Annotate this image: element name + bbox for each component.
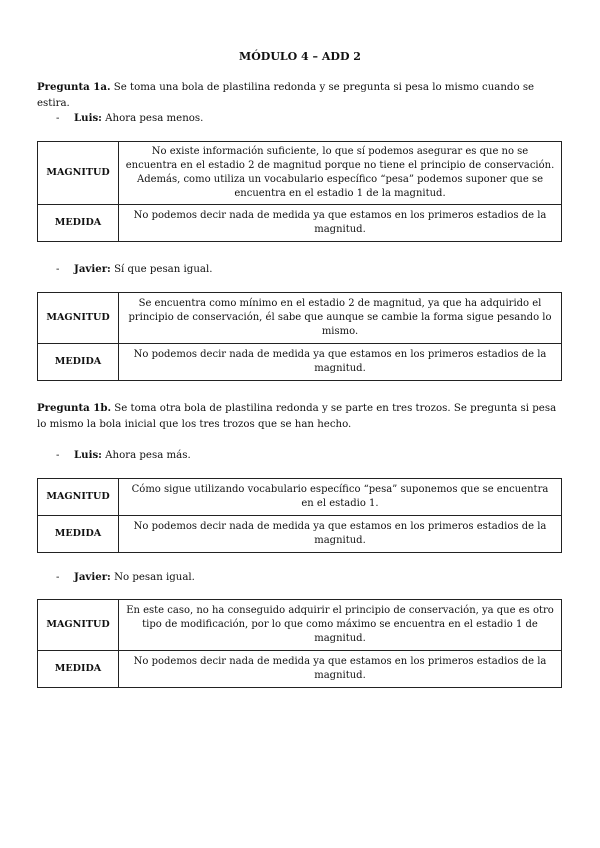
medida-label: MEDIDA	[38, 651, 119, 688]
magnitud-label: MAGNITUD	[38, 600, 119, 651]
table-row	[38, 205, 562, 242]
question-1a	[37, 80, 567, 111]
speaker-quote: No pesan igual.	[110, 572, 195, 583]
magnitud-label: MAGNITUD	[38, 293, 119, 344]
speaker-javier-1a	[56, 263, 212, 275]
evaluation-table-1b-luis	[37, 478, 562, 553]
table-row	[38, 600, 562, 651]
evaluation-table-1b-javier	[37, 599, 562, 688]
evaluation-table-1a-javier	[37, 292, 562, 381]
question-text: Se toma otra bola de plastilina redonda y se parte en tres trozos. Se pregunta si pesa lo mismo la bola inicial que los tres trozos que se han hecho.	[37, 403, 557, 430]
table-row	[38, 479, 562, 516]
medida-text: No podemos decir nada de medida ya que estamos en los primeros estadios de la magnitud.	[119, 516, 562, 553]
table-row	[38, 516, 562, 553]
speaker-name: Javier:	[74, 571, 111, 583]
medida-label: MEDIDA	[38, 344, 119, 381]
question-label: Pregunta 1a.	[37, 81, 111, 93]
list-bullet: -	[56, 572, 60, 583]
table-row	[38, 651, 562, 688]
speaker-name: Luis:	[74, 449, 102, 461]
magnitud-text: No existe información suficiente, lo que sí podemos asegurar es que no se encuentra en el estadio 2 de magnitud porque no tiene el principio de conservación. Además, como utiliza un vocabulario específico “pesa” podemos suponer que se encuentra en el estadio 1 de la magnitud.	[119, 142, 562, 205]
magnitud-text: En este caso, no ha conseguido adquirir el principio de conservación, ya que es otro tipo de modificación, por lo que como máximo se encuentra en el estadio 1 de magnitud.	[119, 600, 562, 651]
speaker-name: Javier:	[74, 263, 111, 275]
speaker-quote: Ahora pesa más.	[101, 450, 191, 461]
speaker-quote: Sí que pesan igual.	[110, 264, 213, 275]
magnitud-text: Cómo sigue utilizando vocabulario específico “pesa” suponemos que se encuentra en el estadio 1.	[119, 479, 562, 516]
speaker-javier-1b	[56, 571, 195, 583]
list-bullet: -	[56, 450, 60, 461]
speaker-luis-1a	[56, 112, 203, 124]
list-bullet: -	[56, 113, 60, 124]
magnitud-text: Se encuentra como mínimo en el estadio 2 de magnitud, ya que ha adquirido el principio de conservación, él sabe que aunque se cambie la forma sigue pesando lo mismo.	[119, 293, 562, 344]
magnitud-label: MAGNITUD	[38, 142, 119, 205]
evaluation-table-1a-luis	[37, 141, 562, 242]
list-bullet: -	[56, 264, 60, 275]
speaker-name: Luis:	[74, 112, 102, 124]
medida-label: MEDIDA	[38, 516, 119, 553]
table-row	[38, 293, 562, 344]
table-row	[38, 142, 562, 205]
medida-text: No podemos decir nada de medida ya que estamos en los primeros estadios de la magnitud.	[119, 205, 562, 242]
medida-label: MEDIDA	[38, 205, 119, 242]
question-text: Se toma una bola de plastilina redonda y se pregunta si pesa lo mismo cuando se estira.	[37, 82, 535, 109]
medida-text: No podemos decir nada de medida ya que estamos en los primeros estadios de la magnitud.	[119, 651, 562, 688]
page-title: MÓDULO 4 – ADD 2	[239, 50, 361, 63]
question-1b	[37, 401, 567, 432]
table-row	[38, 344, 562, 381]
magnitud-label: MAGNITUD	[38, 479, 119, 516]
question-label: Pregunta 1b.	[37, 402, 112, 414]
speaker-luis-1b	[56, 449, 191, 461]
speaker-quote: Ahora pesa menos.	[101, 113, 204, 124]
medida-text: No podemos decir nada de medida ya que estamos en los primeros estadios de la magnitud.	[119, 344, 562, 381]
